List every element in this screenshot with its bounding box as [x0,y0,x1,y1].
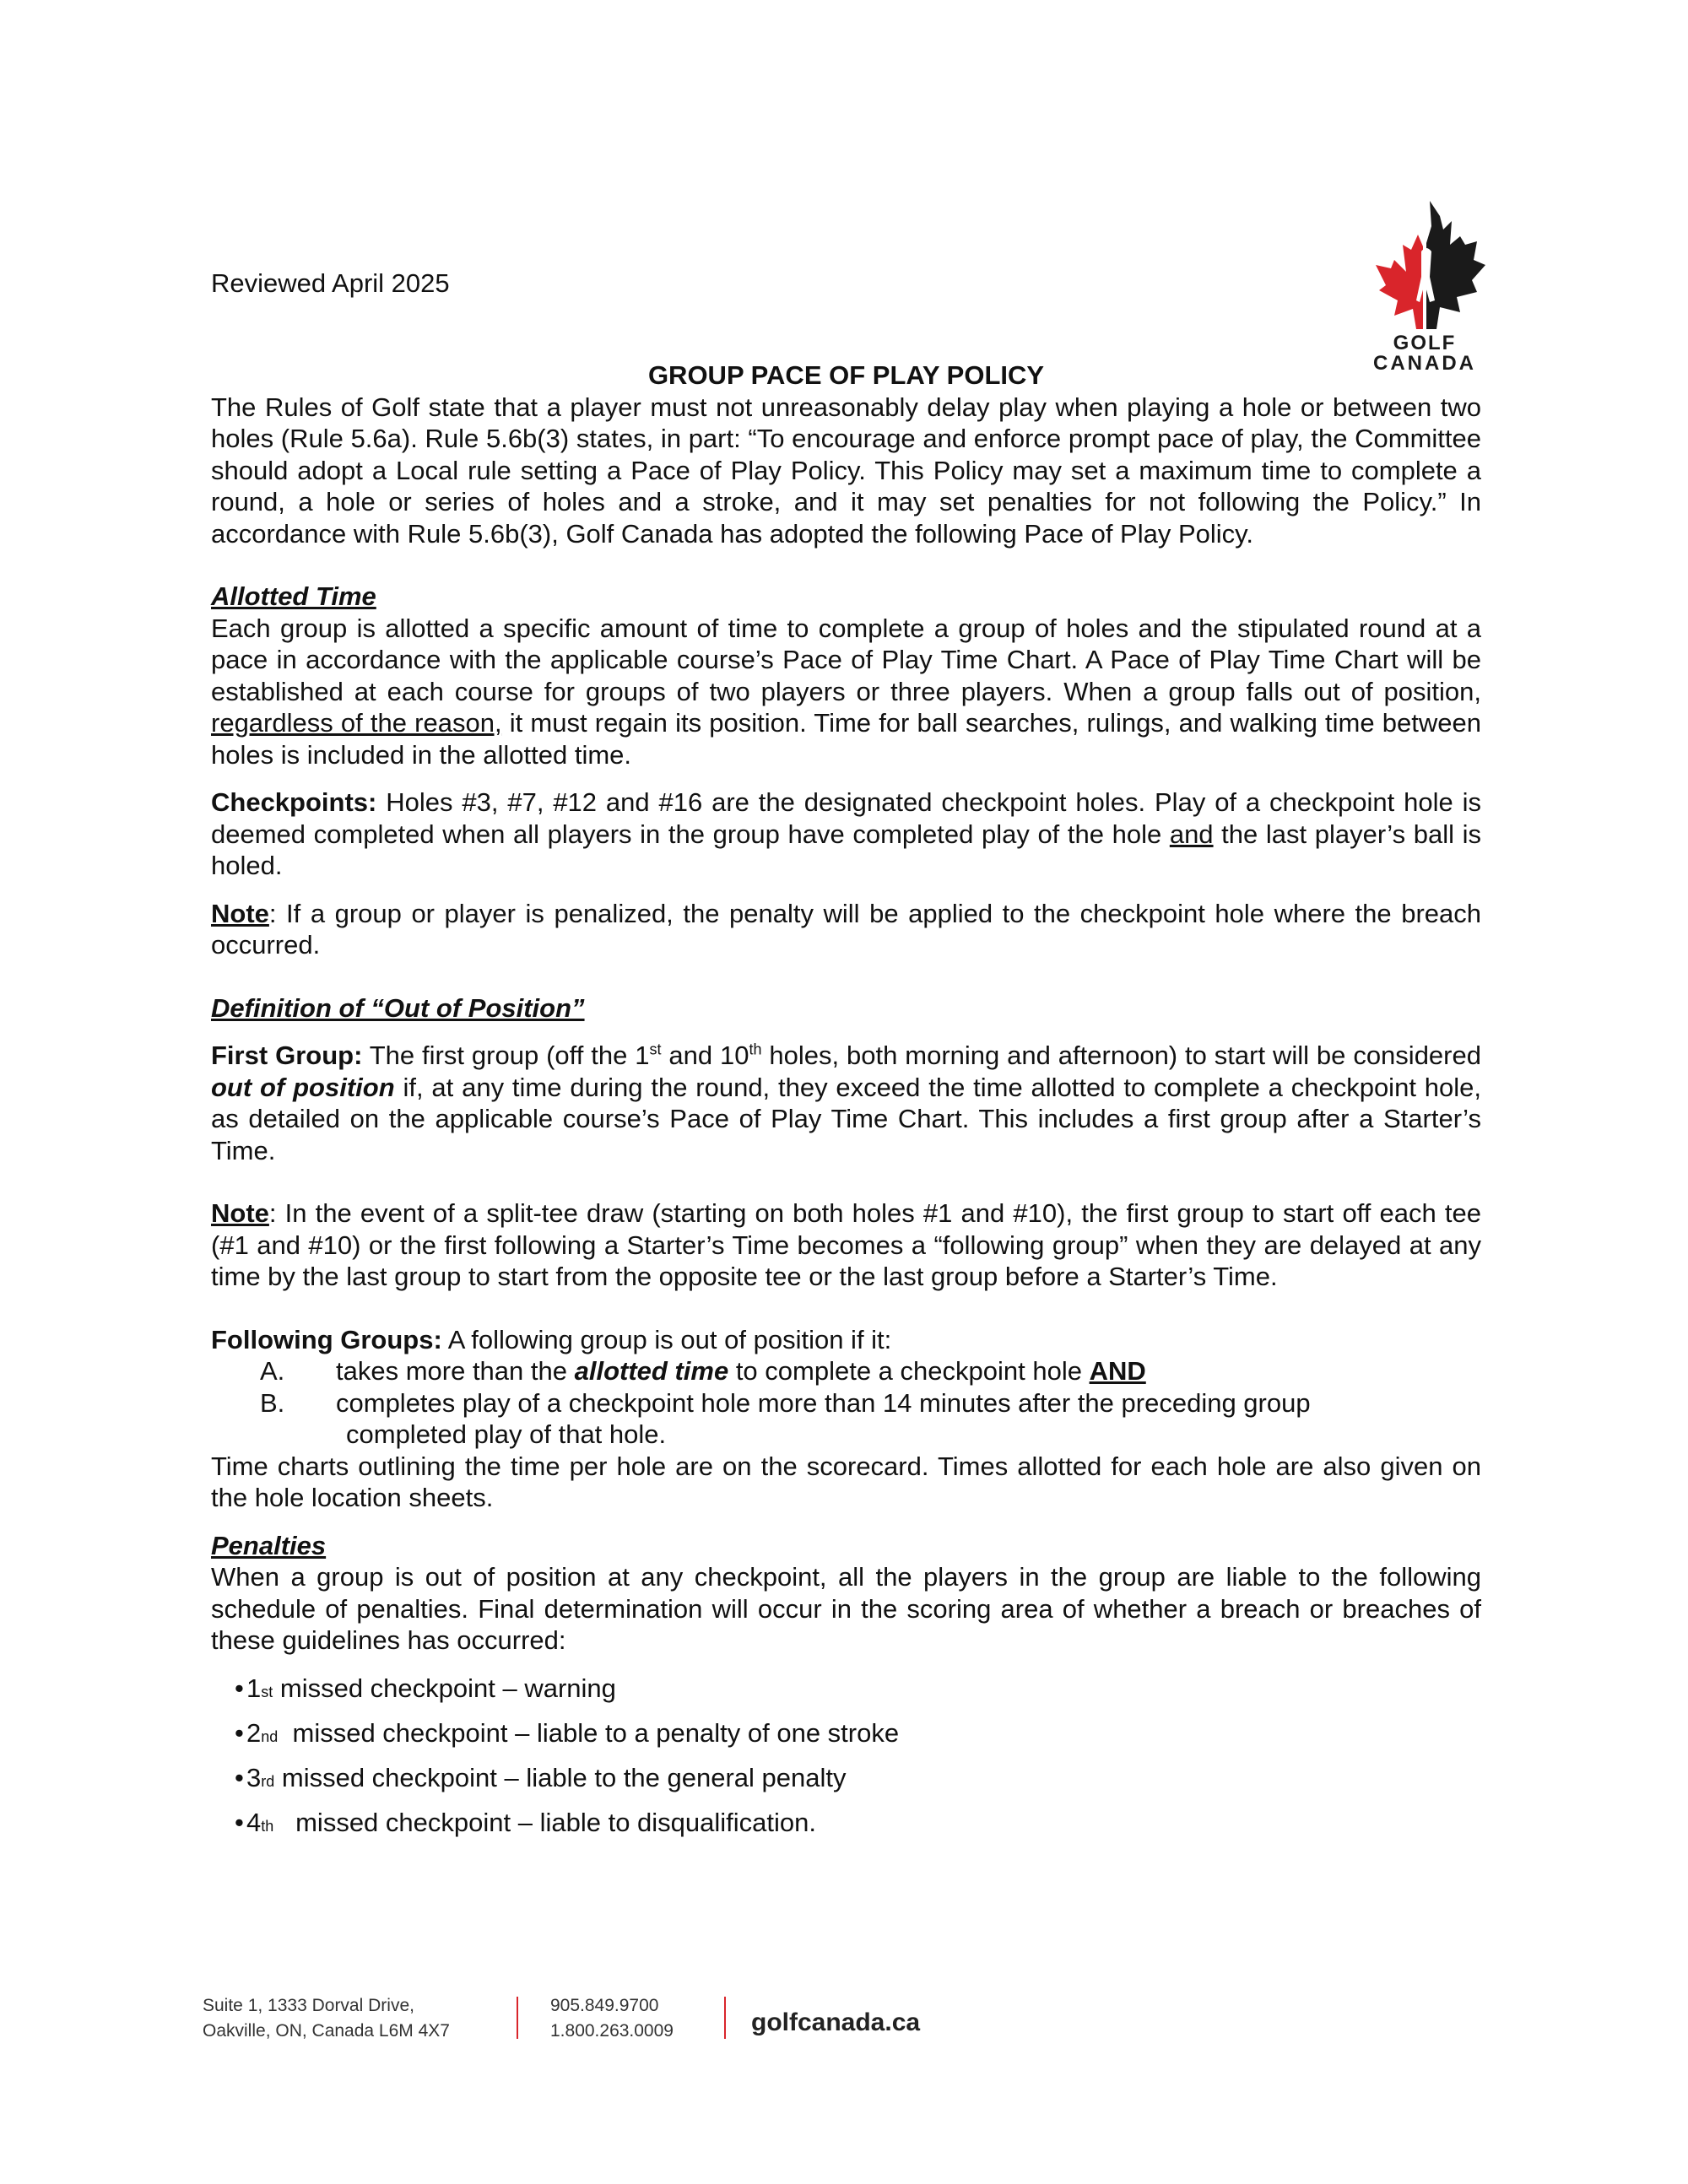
footer-divider [724,1997,726,2039]
first-group-text-c: holes, both morning and afternoon) to start will be considered [761,1041,1481,1070]
following-groups-paragraph [211,1324,1481,1356]
superscript-st: st [649,1041,662,1058]
item-a-pre: takes more than the [336,1356,575,1386]
allotted-time-emphasis: allotted time [574,1356,729,1386]
first-group-text-d: if, at any time during the round, they exceed the time allotted to complete a checkpoint hole, as detailed on the applicable course’s Pace of Play Time Chart. This includes a first group after a Starter’s Time. [211,1072,1481,1165]
following-groups-text: A following group is out of position if it: [441,1324,892,1354]
maple-leaf-black-half [1426,201,1485,329]
golf-canada-logo [1342,192,1494,370]
allotted-time-paragraph [211,613,1481,771]
note-label: Note [211,898,269,928]
note-text: : If a group or player is penalized, the penalty will be applied to the checkpoint hole where the breach occurred. [211,898,1481,960]
allotted-time-heading: Allotted Time [211,581,376,611]
superscript-th: th [749,1041,762,1058]
checkpoints-text-1: Holes #3, #7, #12 and #16 are the designated checkpoint holes. Play of a checkpoint hole is deemed completed when all players in the group have completed play of the hole [211,787,1481,849]
penalty-number: 2 [246,1717,262,1748]
logo-text-canada: CANADA [1373,352,1476,370]
footer-divider [517,1997,518,2039]
following-groups-label: Following Groups: [211,1324,442,1354]
footer-phone-1: 905.849.9700 [550,1996,659,2015]
allotted-note-paragraph [211,898,1481,961]
page-footer [203,1993,962,2061]
penalty-bullet-item: • 3 rd missed checkpoint – liable to the general penalty [235,1762,847,1792]
footer-website-link[interactable]: golfcanada.ca [751,2008,921,2036]
footer-phone-2: 1.800.263.0009 [550,2021,674,2041]
checkpoints-paragraph [211,787,1481,882]
logo-text-golf: GOLF [1393,332,1457,354]
first-group-text-b: and 10 [661,1041,749,1070]
list-item-b-text: completes play of a checkpoint hole more than 14 minutes after the preceding group [336,1387,1311,1418]
penalty-bullet-item: • 2 nd missed checkpoint – liable to a penalty of one stroke [235,1717,900,1748]
penalty-text: missed checkpoint – liable to the general penalty [274,1762,847,1792]
penalty-text: missed checkpoint – warning [273,1673,616,1703]
penalties-heading: Penalties [211,1530,327,1560]
footer-phone [550,1993,674,2044]
penalty-number: 3 [246,1762,262,1792]
first-group-text-a: The first group (off the 1 [362,1041,650,1070]
footer-address [203,1993,450,2044]
checkpoints-text-2: the last player’s ball is holed. [211,819,1481,880]
page-title: GROUP PACE OF PLAY POLICY [647,360,1045,390]
and-emphasis: AND [1089,1356,1146,1386]
first-group-label: First Group: [211,1041,363,1070]
penalty-text: missed checkpoint – liable to disqualification. [273,1807,817,1837]
bullet-icon: • [235,1762,244,1792]
penalty-text: missed checkpoint – liable to a penalty of one stroke [278,1717,900,1748]
penalties-paragraph: When a group is out of position at any checkpoint, all the players in the group are liable to the following schedule of penalties. Final determination will occur in the scoring area of whether a breach or breaches of these guidelines has occurred: [211,1562,1481,1655]
checkpoints-and: and [1169,819,1214,849]
bullet-icon: • [235,1673,244,1703]
allotted-underlined: regardless of the reason, [211,708,502,738]
time-charts-paragraph: Time charts outlining the time per hole are on the scorecard. Times allotted for each hole are also given on the hole location sheets. [211,1451,1481,1512]
split-tee-note-paragraph [211,1197,1481,1293]
footer-address-line-2: Oakville, ON, Canada L6M 4X7 [203,2021,450,2041]
penalty-bullet-item: • 1 st missed checkpoint – warning [235,1673,616,1703]
intro-paragraph: The Rules of Golf state that a player must not unreasonably delay play when playing a hole or between two holes (Rule 5.6a). Rule 5.6b(3) states, in part: “To encourage and enforce prompt pace of play, the Committee should adopt a Local rule setting a Pace of Play Policy. This Policy may set a maximum time to complete a round, a hole or series of holes and a stroke, and it may set penalties for not following the Policy.” In accordance with Rule 5.6b(3), Golf Canada has adopted the following Pace of Play Policy. [211,392,1481,549]
penalty-bullet-item: • 4 th missed checkpoint – liable to disqualification. [235,1807,817,1837]
list-item-b-continuation: completed play of that hole. [346,1419,667,1449]
bullet-icon: • [235,1807,244,1837]
definition-heading: Definition of “Out of Position” [211,992,585,1023]
item-a-mid: to complete a checkpoint hole [728,1356,1090,1386]
list-item-a-text [336,1355,1146,1387]
note-text: : In the event of a split-tee draw (starting on both holes #1 and #10), the first group to start off each tee (#1 and #10) or the first following a Starter’s Time becomes a “following group” when they are delayed at any time by the last group to start from the opposite tee or the last group before a Starter’s Time. [211,1198,1481,1291]
allotted-text-1: Each group is allotted a specific amount of time to complete a group of holes and the stipulated round at a pace in accordance with the applicable course’s Pace of Play Time Chart. A Pace of Play Time Chart will be established at each course for groups of two players or three players. When a group falls out of position, [211,613,1481,706]
note-label: Note [211,1198,269,1228]
list-item [211,1355,1481,1387]
list-letter-a: A. [260,1356,285,1386]
penalty-number: 4 [246,1807,262,1837]
penalty-number: 1 [246,1673,262,1703]
policy-content [211,359,1481,1852]
bullet-icon: • [235,1717,244,1748]
list-letter-b: B. [260,1387,285,1418]
allotted-text-2: it must regain its position. Time for ball searches, rulings, and walking time between holes is included in the allotted time. [211,708,1481,770]
out-of-position-emphasis: out of position [211,1072,395,1102]
reviewed-date: Reviewed April 2025 [211,268,450,298]
maple-leaf-red-half [1376,235,1423,329]
checkpoints-label: Checkpoints: [211,787,377,817]
list-item [211,1387,1481,1419]
footer-address-line-1: Suite 1, 1333 Dorval Drive, [203,1996,414,2015]
first-group-paragraph [211,1040,1481,1166]
